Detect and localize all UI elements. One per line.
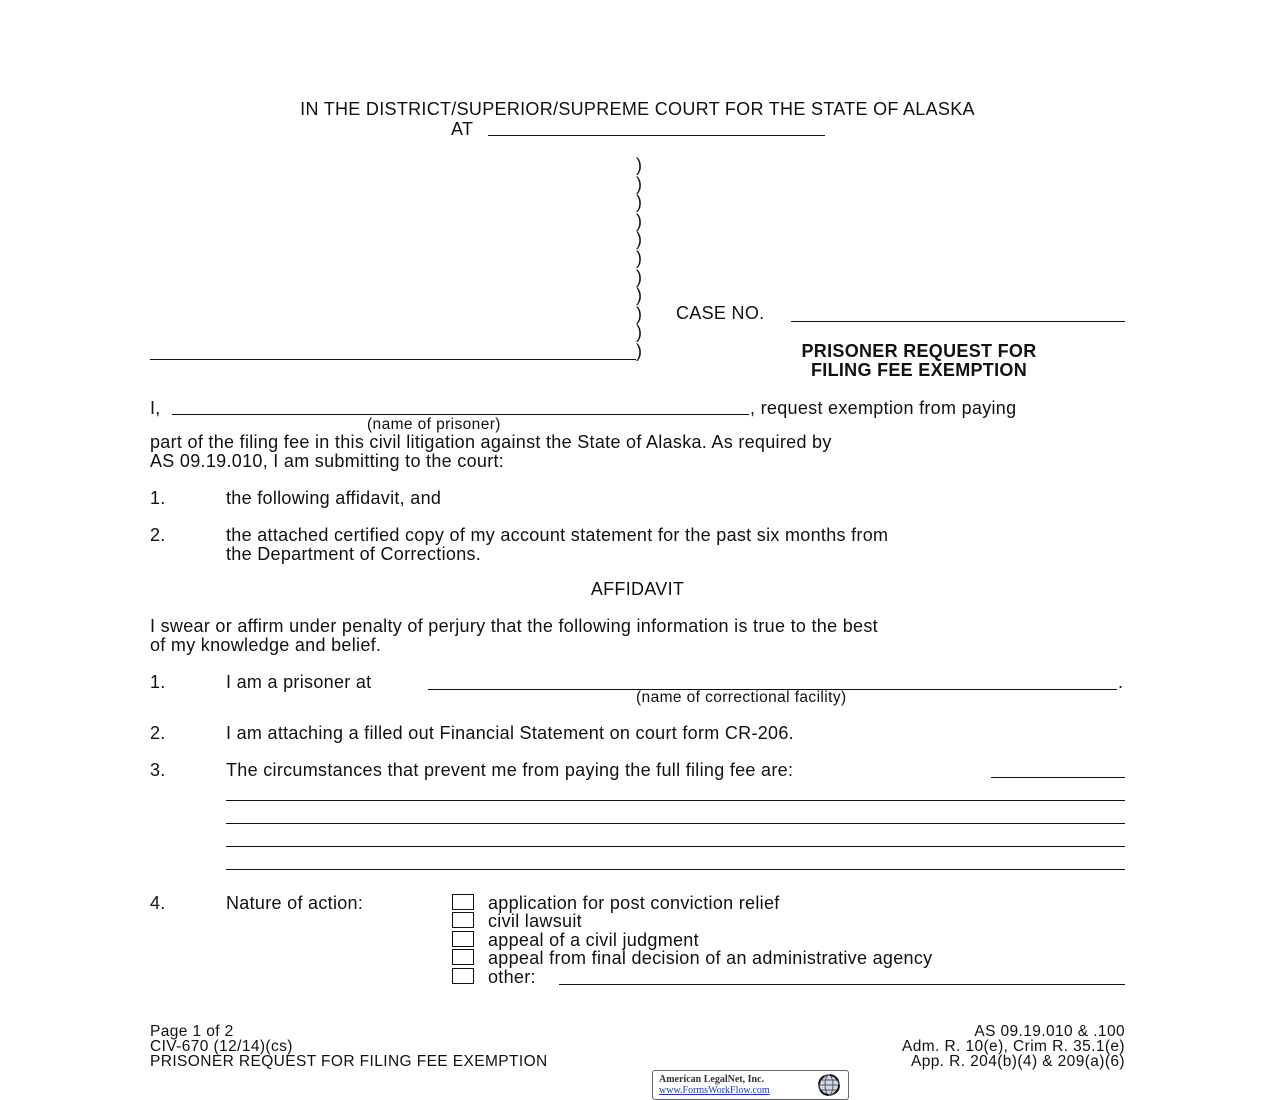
- period: .: [1118, 672, 1124, 692]
- paren: ): [636, 211, 642, 231]
- option-label: application for post conviction relief: [488, 893, 780, 913]
- option-label: other:: [488, 967, 536, 987]
- logo-company: American LegalNet, Inc.: [659, 1074, 764, 1085]
- list-number: 1.: [150, 672, 166, 692]
- circumstances-line[interactable]: [226, 869, 1125, 870]
- globe-icon: [816, 1073, 842, 1097]
- paren: ): [636, 248, 642, 268]
- footer-rule: App. R. 204(b)(4) & 209(a)(6): [910, 1053, 1125, 1070]
- intro-suffix: , request exemption from paying: [750, 398, 1017, 418]
- form-title-line1: PRISONER REQUEST FOR: [801, 341, 1037, 361]
- other-action-field[interactable]: [559, 984, 1125, 985]
- list-number: 1.: [150, 488, 166, 508]
- circumstances-line[interactable]: [226, 800, 1125, 801]
- paren: ): [636, 229, 642, 249]
- financial-statement-text: I am attaching a filled out Financial Statement on court form CR-206.: [226, 723, 794, 743]
- list-number: 3.: [150, 760, 166, 780]
- option-label: appeal of a civil judgment: [488, 930, 699, 950]
- oath-line1: I swear or affirm under penalty of perjury that the following information is true to the best: [150, 616, 878, 636]
- oath-line2: of my knowledge and belief.: [150, 635, 382, 655]
- paren: ): [636, 192, 642, 212]
- paren: ): [636, 285, 642, 305]
- circumstances-field[interactable]: [991, 777, 1125, 778]
- paren: ): [636, 155, 642, 175]
- intro-prefix: I,: [150, 398, 161, 418]
- list-item: the attached certified copy of my account statement for the past six months from: [226, 525, 889, 545]
- list-number: 2.: [150, 723, 166, 743]
- footer-form-id: CIV-670 (12/14)(cs): [150, 1038, 293, 1055]
- paren: ): [636, 267, 642, 287]
- nature-of-action-label: Nature of action:: [226, 893, 364, 913]
- form-title-line2: FILING FEE EXEMPTION: [810, 360, 1028, 380]
- court-location-field[interactable]: [488, 135, 825, 136]
- footer-rule: Adm. R. 10(e), Crim R. 35.1(e): [901, 1038, 1125, 1055]
- list-number: 4.: [150, 893, 166, 913]
- circumstances-label: The circumstances that prevent me from paying the full filing fee are:: [226, 760, 794, 780]
- option-label: civil lawsuit: [488, 911, 582, 931]
- affidavit-heading: AFFIDAVIT: [590, 579, 685, 599]
- case-no-label: CASE NO.: [676, 303, 765, 323]
- intro-line3: AS 09.19.010, I am submitting to the court:: [150, 451, 505, 471]
- checkbox-other[interactable]: [452, 968, 474, 984]
- american-legalnet-logo[interactable]: [652, 1070, 849, 1100]
- checkbox-agency-appeal[interactable]: [452, 949, 474, 965]
- party-name-field[interactable]: [150, 359, 636, 360]
- prisoner-at-label: I am a prisoner at: [226, 672, 372, 692]
- option-label: appeal from final decision of an administrative agency: [488, 948, 933, 968]
- court-heading: IN THE DISTRICT/SUPERIOR/SUPREME COURT FOR THE STATE OF ALASKA: [300, 99, 975, 119]
- circumstances-line[interactable]: [226, 823, 1125, 824]
- footer-page: Page 1 of 2: [150, 1023, 234, 1040]
- paren: ): [636, 322, 642, 342]
- intro-line2: part of the filing fee in this civil litigation against the State of Alaska. As required by: [150, 432, 832, 452]
- checkbox-civil-appeal[interactable]: [452, 931, 474, 947]
- paren: ): [636, 341, 642, 361]
- footer-rule: AS 09.19.010 & .100: [974, 1023, 1125, 1040]
- facility-caption: (name of correctional facility): [636, 689, 847, 706]
- checkbox-civil-lawsuit[interactable]: [452, 912, 474, 928]
- at-label: AT: [451, 119, 474, 139]
- prisoner-name-caption: (name of prisoner): [367, 416, 501, 433]
- list-number: 2.: [150, 525, 166, 545]
- paren: ): [636, 174, 642, 194]
- list-item-continued: the Department of Corrections.: [226, 544, 482, 564]
- case-no-field[interactable]: [791, 321, 1125, 322]
- checkbox-post-conviction[interactable]: [452, 894, 474, 910]
- footer-form-title: PRISONER REQUEST FOR FILING FEE EXEMPTION: [150, 1053, 548, 1070]
- list-item: the following affidavit, and: [226, 488, 442, 508]
- circumstances-line[interactable]: [226, 846, 1125, 847]
- logo-url-link[interactable]: www.FormsWorkFlow.com: [659, 1085, 770, 1096]
- prisoner-name-field[interactable]: [172, 414, 749, 415]
- paren: ): [636, 304, 642, 324]
